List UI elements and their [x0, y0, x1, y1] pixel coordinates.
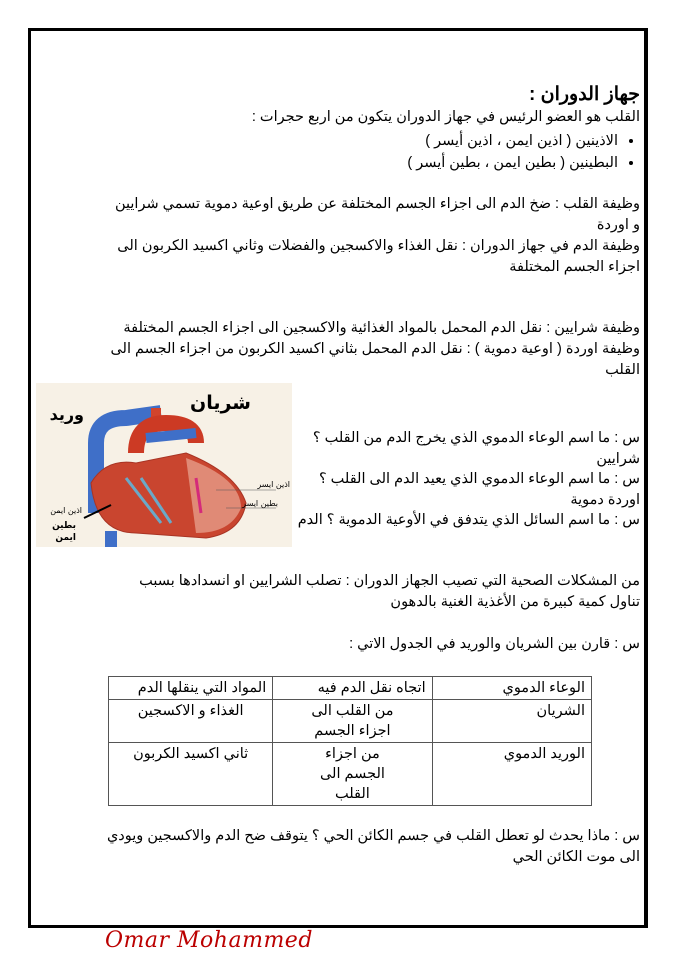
list-item: • البطينين ( بطين ايمن ، بطين أيسر )	[407, 152, 618, 174]
right-atrium-label: اذين ايمن	[50, 506, 82, 515]
heart-diagram	[36, 383, 292, 547]
intro-text: القلب هو العضو الرئيس في جهاز الدوران يتكون من اربع حجرات :	[251, 109, 640, 125]
table-row	[109, 743, 592, 806]
author-signature: Omar Mohammed	[105, 928, 313, 953]
question-3: س : ما اسم السائل الذي يتدفق في الأوعية الدموية ؟ الدم	[297, 512, 640, 528]
question-1: س : ما اسم الوعاء الدموي الذي يخرج الدم من القلب ؟	[312, 430, 640, 446]
compare-question: س : قارن بين الشريان والوريد في الجدول الاتي :	[349, 636, 640, 652]
heart-function: وظيفة القلب : ضخ الدم الى اجزاء الجسم المختلفة عن طريق اوعية دموية تسمي شرايين	[114, 196, 640, 212]
final-question: س : ماذا يحدث لو تعطل القلب في جسم الكائن الحي ؟ يتوقف ضح الدم والاكسجين ويودي	[106, 828, 640, 844]
table-cell: من القلب الى اجزاء الجسم	[273, 700, 432, 743]
table-row	[109, 700, 592, 743]
artery-label: شريان	[190, 392, 251, 414]
table-header-row	[109, 677, 592, 700]
right-ventricle-label-cont: ايمن	[55, 533, 76, 543]
answer-1: شرايين	[596, 450, 640, 467]
table-cell: الوريد الدموي	[432, 743, 591, 806]
list-item: • الاذينين ( اذين ايمن ، اذين أيسر )	[407, 130, 618, 152]
vein-function-cont: القلب	[605, 362, 640, 378]
chambers-list	[407, 130, 640, 174]
health-problems: من المشكلات الصحية التي تصيب الجهاز الدوران : تصلب الشرايين او انسدادها بسبب	[139, 573, 640, 589]
vein-function: وظيفة اوردة ( اوعية دموية ) : نقل الدم المحمل بثاني اكسيد الكربون من اجزاء الجسم الى	[110, 341, 640, 357]
artery-function: وظيفة شرايين : نقل الدم المحمل بالمواد الغذائية والاكسجين الى اجزاء الجسم المختلفة	[123, 320, 640, 336]
table-header: الوعاء الدموي	[432, 677, 591, 700]
blood-function-cont: اجزاء الجسم المختلفة	[509, 259, 640, 275]
table-cell: الشريان	[432, 700, 591, 743]
right-ventricle-label: بطين	[52, 521, 76, 531]
table-header: المواد التي ينقلها الدم	[109, 677, 273, 700]
comparison-table	[108, 676, 592, 806]
heart-function-cont: و اوردة	[596, 217, 640, 233]
question-2: س : ما اسم الوعاء الدموي الذي يعيد الدم الى القلب ؟	[318, 471, 640, 487]
table-cell: من اجزاء الجسم الى القلب	[273, 743, 432, 806]
page-title: جهاز الدوران :	[529, 84, 640, 105]
answer-2: اوردة دموية	[570, 491, 640, 508]
blood-function: وظيفة الدم في جهاز الدوران : نقل الغذاء والاكسجين والفضلات وثاني اكسيد الكربون الى	[117, 238, 640, 254]
table-cell: ثاني اكسيد الكربون	[109, 743, 273, 806]
health-problems-cont: تناول كمية كبيرة من الأغذية الغنية بالدهون	[390, 594, 640, 610]
left-ventricle-label: بطين ايسر	[242, 499, 278, 508]
vein-label: وريد	[49, 405, 84, 424]
table-header: اتجاه نقل الدم فيه	[273, 677, 432, 700]
final-question-cont: الى موت الكائن الحي	[512, 849, 640, 865]
table-cell: الغذاء و الاكسجين	[109, 700, 273, 743]
questions-block	[298, 428, 640, 531]
left-atrium-label: اذين ايسر	[257, 480, 290, 489]
